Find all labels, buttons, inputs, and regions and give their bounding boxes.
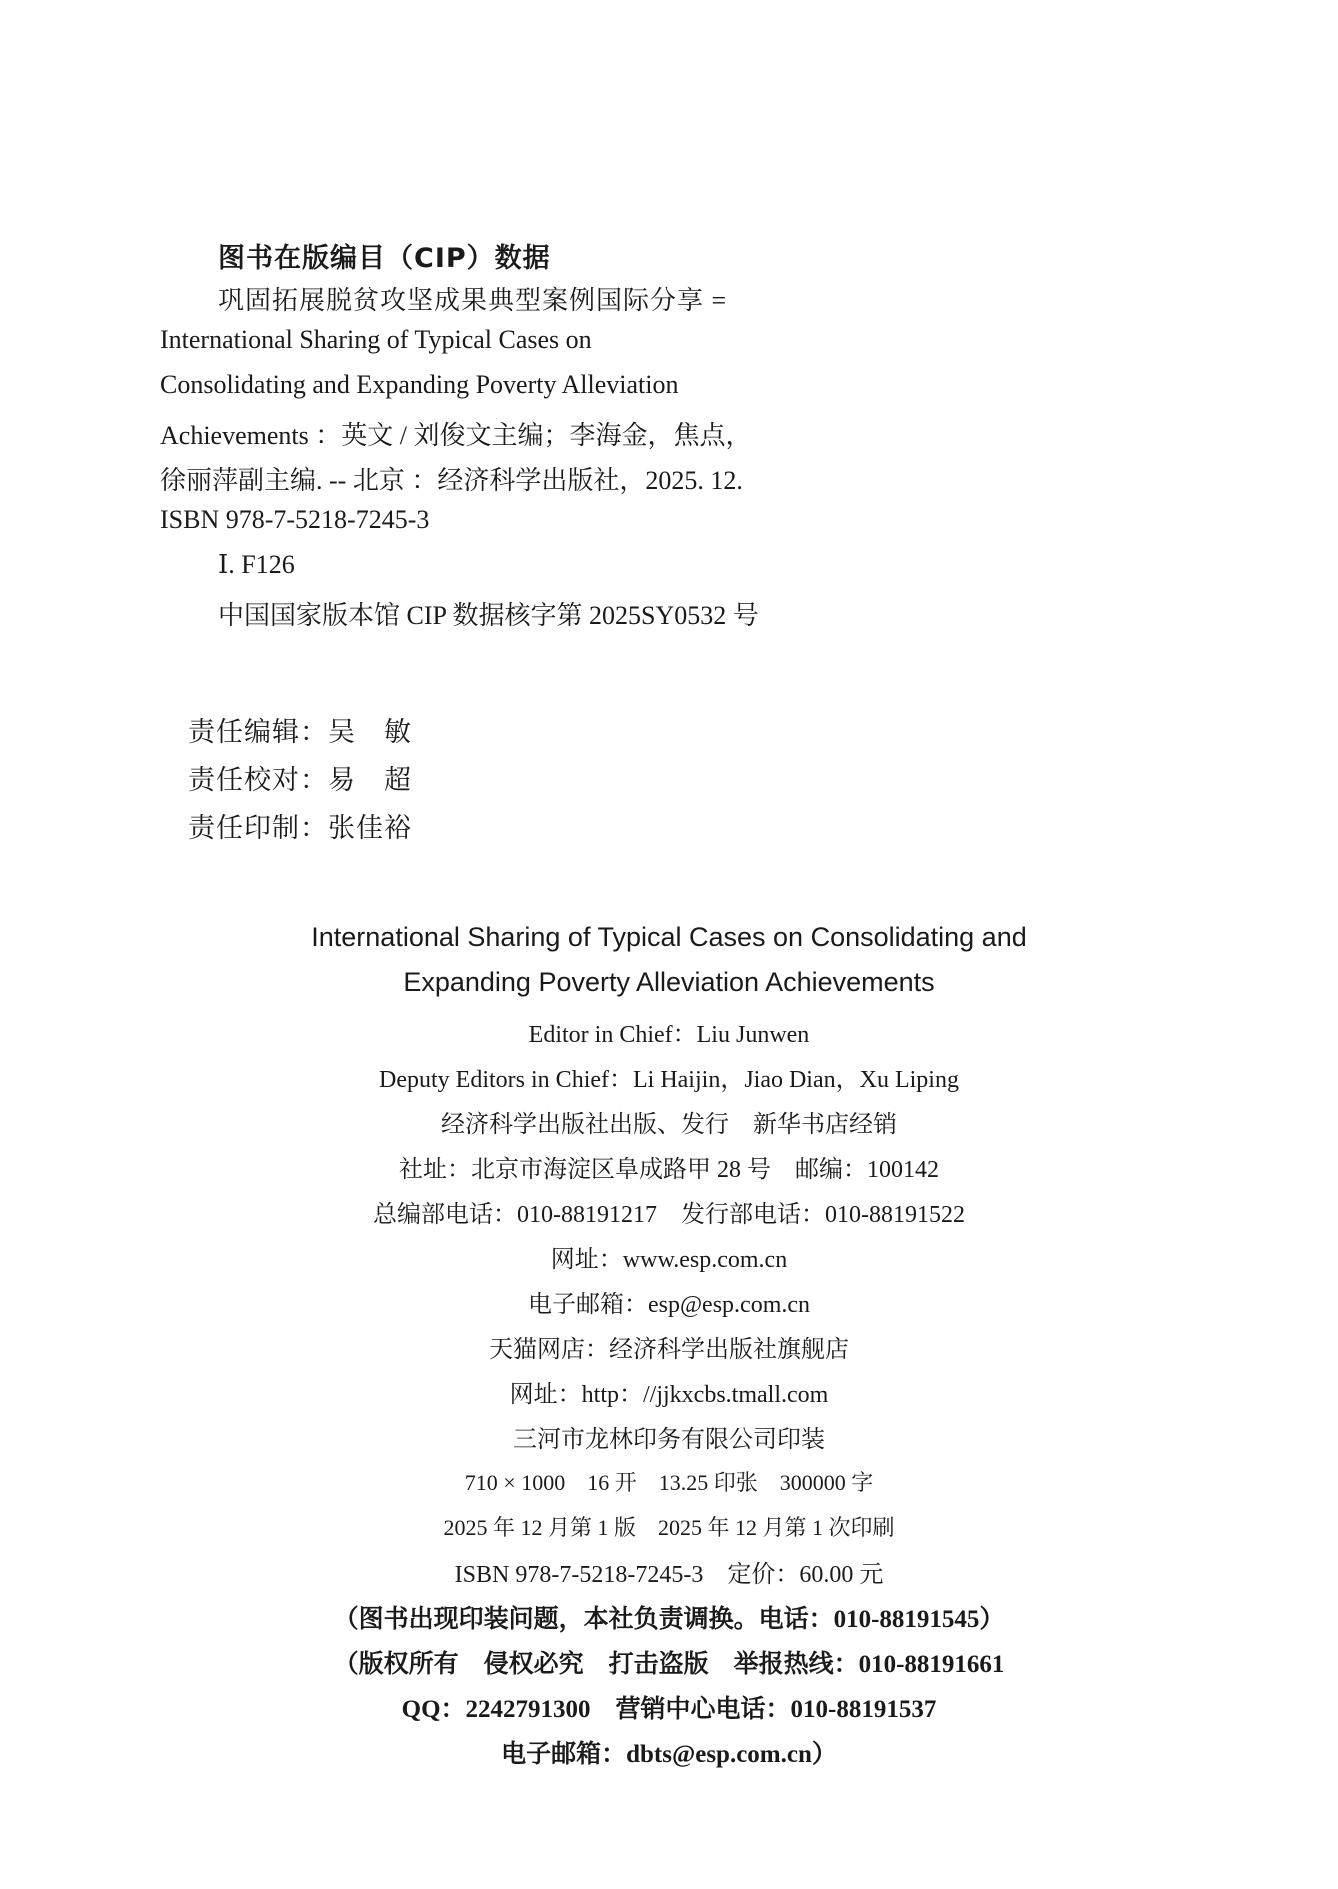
cip-classification: Ⅰ. F126	[218, 550, 295, 579]
notice-print-line: （图书出现印装问题，本社负责调换。电话：010-88191545）	[333, 1606, 1005, 1633]
colophon-title-en-line1: International Sharing of Typical Cases on Consolidating and	[311, 922, 1027, 952]
address-line: 社址：北京市海淀区阜成路甲 28 号 邮编：100142	[399, 1157, 939, 1183]
specs-line: 710 × 1000 16 开 13.25 印张 300000 字	[464, 1470, 874, 1495]
cip-heading: 图书在版编目（CIP）数据	[218, 243, 551, 274]
qq-marketing-line: QQ：2242791300 营销中心电话：010-88191537	[401, 1696, 937, 1723]
responsible-printing: 责任印制：张佳裕	[188, 813, 412, 843]
printer-line: 三河市龙林印务有限公司印装	[513, 1427, 825, 1453]
report-email-line: 电子邮箱：dbts@esp.com.cn）	[501, 1741, 837, 1768]
cip-title-cn: 巩固拓展脱贫攻坚成果典型案例国际分享 =	[218, 286, 728, 315]
cip-title-en-line2: Consolidating and Expanding Poverty Alleviation	[160, 370, 679, 399]
email-line: 电子邮箱：esp@esp.com.cn	[527, 1292, 811, 1318]
publisher-line: 经济科学出版社出版、发行 新华书店经销	[441, 1112, 897, 1138]
cip-number: 中国国家版本馆 CIP 数据核字第 2025SY0532 号	[218, 601, 759, 630]
cip-title-en-line3: Achievements ：英文 / 刘俊文主编；李海金，焦点，	[160, 421, 752, 450]
cip-editors-publisher: 徐丽萍副主编. -- 北京 ：经济科学出版社，2025. 12.	[160, 466, 743, 495]
phones-line: 总编部电话：010-88191217 发行部电话：010-88191522	[373, 1202, 965, 1228]
notice-copyright-line: （版权所有 侵权必究 打击盗版 举报热线：010-88191661	[333, 1651, 1005, 1678]
responsible-editor: 责任编辑：吴 敏	[188, 717, 412, 747]
editor-in-chief: Editor in Chief：Liu Junwen	[528, 1022, 810, 1048]
cip-title-en-line1: International Sharing of Typical Cases on	[160, 325, 592, 354]
isbn-price-line: ISBN 978-7-5218-7245-3 定价：60.00 元	[454, 1562, 884, 1588]
responsible-proofreader: 责任校对：易 超	[188, 765, 412, 795]
tmall-store-line: 天猫网店：经济科学出版社旗舰店	[489, 1337, 849, 1363]
deputy-editors: Deputy Editors in Chief：Li Haijin，Jiao Dian，Xu Liping	[379, 1067, 959, 1093]
website-line: 网址：www.esp.com.cn	[550, 1247, 788, 1273]
tmall-url-line: 网址：http：//jjkxcbs.tmall.com	[509, 1382, 829, 1408]
cip-isbn: ISBN 978-7-5218-7245-3	[160, 505, 430, 534]
edition-line: 2025 年 12 月第 1 版 2025 年 12 月第 1 次印刷	[443, 1515, 895, 1540]
colophon-title-en-line2: Expanding Poverty Alleviation Achievements	[403, 967, 935, 997]
